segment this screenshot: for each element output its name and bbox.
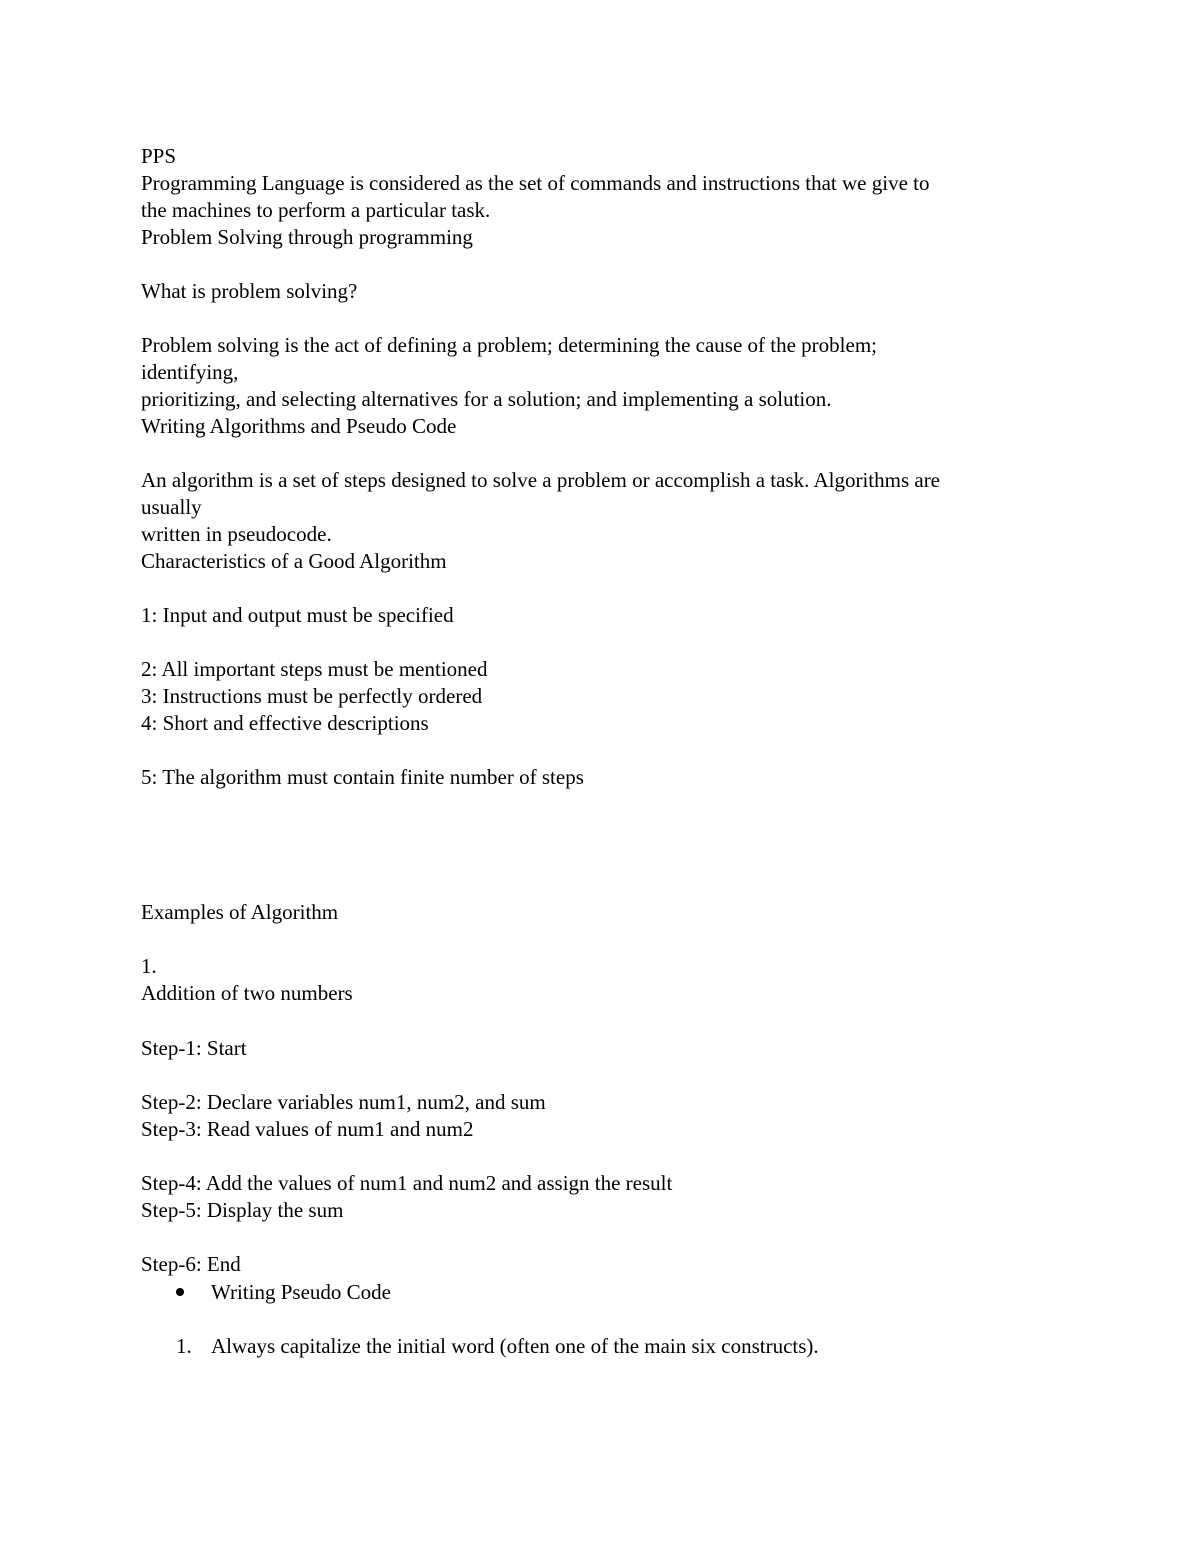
section-title-algorithms: Writing Algorithms and Pseudo Code bbox=[141, 414, 457, 438]
algorithm-step: Step-2: Declare variables num1, num2, and sum bbox=[141, 1090, 546, 1114]
algorithm-line-2: usually bbox=[141, 495, 202, 519]
algorithm-step: Step-1: Start bbox=[141, 1036, 247, 1060]
document-heading: PPS bbox=[141, 144, 177, 168]
characteristic-item: 2: All important steps must be mentioned bbox=[141, 657, 488, 681]
example-number: 1. bbox=[141, 954, 157, 978]
algorithm-step: Step-5: Display the sum bbox=[141, 1198, 344, 1222]
characteristic-item: 1: Input and output must be specified bbox=[141, 603, 454, 627]
intro-line-1: Programming Language is considered as the set of commands and instructions that we give to bbox=[141, 171, 930, 195]
numbered-item-text: Always capitalize the initial word (often one of the main six constructs). bbox=[211, 1334, 819, 1358]
bullet-icon bbox=[176, 1288, 184, 1296]
section-title-examples: Examples of Algorithm bbox=[141, 900, 339, 924]
algorithm-step: Step-3: Read values of num1 and num2 bbox=[141, 1117, 474, 1141]
characteristic-item: 4: Short and effective descriptions bbox=[141, 711, 429, 735]
algorithm-step: Step-6: End bbox=[141, 1252, 241, 1276]
intro-line-2: the machines to perform a particular task. bbox=[141, 198, 491, 222]
example-title: Addition of two numbers bbox=[141, 981, 353, 1005]
definition-line-2: identifying, bbox=[141, 360, 239, 384]
algorithm-step: Step-4: Add the values of num1 and num2 and assign the result bbox=[141, 1171, 673, 1195]
definition-line-1: Problem solving is the act of defining a problem; determining the cause of the problem; bbox=[141, 333, 877, 357]
definition-line-3: prioritizing, and selecting alternatives for a solution; and implementing a solution. bbox=[141, 387, 832, 411]
section-title-characteristics: Characteristics of a Good Algorithm bbox=[141, 549, 447, 573]
bullet-item-pseudo-code: Writing Pseudo Code bbox=[211, 1280, 391, 1304]
algorithm-line-3: written in pseudocode. bbox=[141, 522, 332, 546]
characteristic-item: 5: The algorithm must contain finite number of steps bbox=[141, 765, 584, 789]
section-title-problem-solving-programming: Problem Solving through programming bbox=[141, 225, 473, 249]
algorithm-line-1: An algorithm is a set of steps designed to solve a problem or accomplish a task. Algorithms are bbox=[141, 468, 941, 492]
list-number: 1. bbox=[176, 1334, 192, 1358]
characteristic-item: 3: Instructions must be perfectly ordered bbox=[141, 684, 483, 708]
question-line: What is problem solving? bbox=[141, 279, 358, 303]
